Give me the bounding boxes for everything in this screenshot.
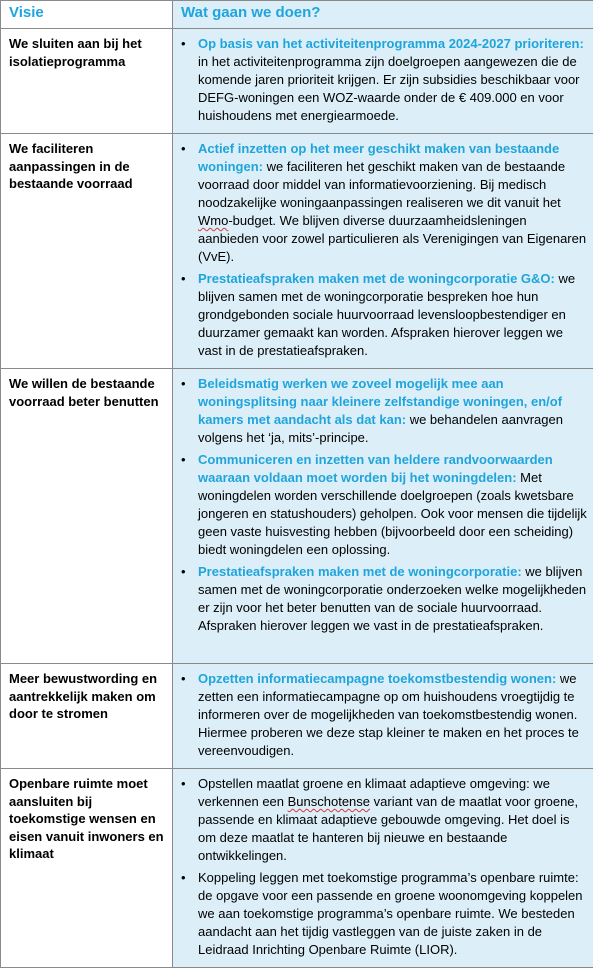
action-text: Koppeling leggen met toekomstige programma’s openbare ruimte: de opgave voor een passende en groene woonomgeving koppelen we aan toekomstige programma’s openbare ruimte. We besteden aandacht aan het tijdig vastleggen van de juiste zaken in de Leidraad Inrichting Openbare Ruimte (LIOR). [198, 870, 583, 957]
list-item [198, 775, 587, 865]
action-title: Op basis van het activiteitenprogramma 2024-2027 prioriteren: [198, 36, 584, 51]
list-item [198, 270, 587, 360]
action-text-continued: variant van de maatlat voor groene, passende en klimaat adaptieve gebouwde omgeving. Het doel is om deze maatlat te hanteren bij nieuwe en bestaande ontwikkelingen. [198, 794, 578, 863]
table-row [1, 369, 593, 664]
action-title: Prestatieafspraken maken met de woningcorporatie G&O: [198, 271, 555, 286]
action-text: in het activiteitenprogramma zijn doelgroepen aangewezen die de komende jaren prioriteit krijgen. Er zijn subsidies beschikbaar voor DEFG-woningen een WOZ-waarde onder de € 409.000 en voor huishoudens met energiearmoede. [198, 54, 580, 123]
list-item [198, 869, 587, 959]
table-row [1, 664, 593, 769]
list-item [198, 563, 587, 635]
action-text: Opstellen maatlat groene en klimaat adaptieve omgeving: we verkennen een [198, 776, 550, 809]
action-text: we blijven samen met de woningcorporatie onderzoeken welke mogelijkheden er zijn voor het beter benutten van de sociale huurvoorraad. Afspraken hierover leggen we vast in de prestatieafspraken. [198, 564, 586, 633]
action-text-continued: -budget. We blijven diverse duurzaamheidsleningen aanbieden voor zowel particulieren als Verenigingen van Eigenaren (VvE). [198, 213, 586, 264]
list-item [198, 35, 587, 125]
action-text: we blijven samen met de woningcorporatie bespreken hoe hun grondgebonden sociale huurvoorraad levensloopbestendiger en duurzamer gemaakt kan worden. Afspraken hierover leggen we vast in de prestatieafspraken. [198, 271, 575, 358]
spellcheck-marked-word: Bunschotense [288, 794, 370, 809]
acties-cell [173, 369, 593, 664]
table-row [1, 29, 593, 134]
header-visie: Visie [1, 1, 173, 29]
table-row [1, 134, 593, 369]
action-list [181, 140, 587, 360]
list-item [198, 451, 587, 559]
action-list [181, 670, 587, 760]
action-title: Actief inzetten op het meer geschikt maken van bestaande woningen: [198, 141, 559, 174]
list-item [198, 670, 587, 760]
visie-cell: We sluiten aan bij het isolatieprogramma [1, 29, 173, 134]
table-header-row [1, 1, 593, 29]
spellcheck-marked-word: Wmo [198, 213, 228, 228]
action-title: Communiceren en inzetten van heldere randvoorwaarden waaraan voldaan moet worden bij het woningdelen: [198, 452, 553, 485]
action-list [181, 375, 587, 635]
acties-cell [173, 769, 593, 968]
visie-cell: Openbare ruimte moet aansluiten bij toekomstige wensen en eisen vanuit inwoners en klimaat [1, 769, 173, 968]
action-list [181, 775, 587, 959]
table-row [1, 769, 593, 968]
visie-cell: We faciliteren aanpassingen in de bestaande voorraad [1, 134, 173, 369]
list-item [198, 375, 587, 447]
visie-cell: Meer bewustwording en aantrekkelijk maken om door te stromen [1, 664, 173, 769]
acties-cell [173, 29, 593, 134]
action-text: Met woningdelen worden verschillende doelgroepen (zoals kwetsbare jongeren en statushouders) geholpen. Ook voor mensen die tijdelijk geen vaste huisvesting hebben (bijvoorbeeld door een scheiding) biedt woningdelen een oplossing. [198, 470, 587, 557]
action-text: we zetten een informatiecampagne op om huishoudens vroegtijdig te informeren over de mogelijkheden van toekomstbestendig wonen. Hiermee proberen we deze stap kleiner te maken en het proces te vereenvoudigen. [198, 671, 579, 758]
visie-cell: We willen de bestaande voorraad beter benutten [1, 369, 173, 664]
action-title: Opzetten informatiecampagne toekomstbestendig wonen: [198, 671, 556, 686]
list-item [198, 140, 587, 266]
action-title: Prestatieafspraken maken met de woningcorporatie: [198, 564, 522, 579]
acties-cell [173, 134, 593, 369]
action-list [181, 35, 587, 125]
action-title: Beleidsmatig werken we zoveel mogelijk mee aan woningsplitsing naar kleinere zelfstandige woningen, en/of kamers met aandacht als dat kan: [198, 376, 562, 427]
acties-cell [173, 664, 593, 769]
action-text: we behandelen aanvragen volgens het ‘ja, mits’-principe. [198, 412, 563, 445]
action-text: we faciliteren het geschikt maken van de bestaande voorraad door middel van informatievoorziening. Bij medisch noodzakelijke woningaanpassingen realiseren we dit vanuit het [198, 159, 565, 210]
header-acties: Wat gaan we doen? [173, 1, 593, 29]
